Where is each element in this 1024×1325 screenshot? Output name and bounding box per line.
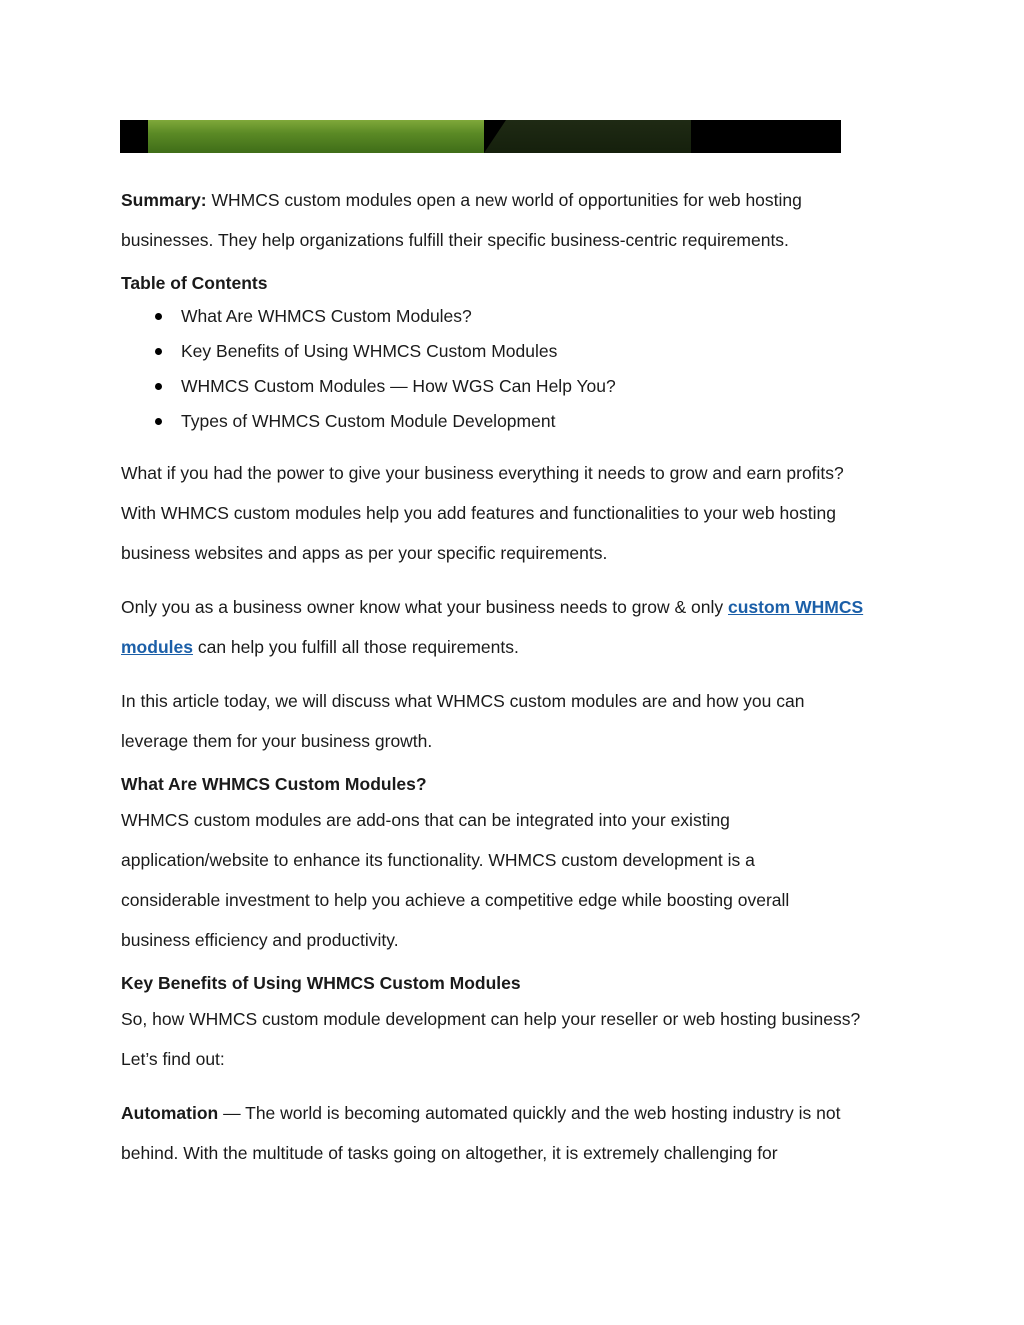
bullet-icon (155, 313, 162, 320)
section1-line4: business efficiency and productivity. (121, 930, 399, 950)
section2-line1: So, how WHMCS custom module development can help your reseller or web hosting business? (121, 1009, 861, 1029)
section-heading-key-benefits: Key Benefits of Using WHMCS Custom Modules (121, 973, 521, 993)
toc-item-label: Types of WHMCS Custom Module Development (181, 411, 556, 431)
toc-item[interactable] (121, 299, 911, 334)
header-banner-image (120, 120, 841, 153)
intro-p2-text: Only you as a business owner know what your business needs to grow & only (121, 597, 728, 617)
toc-item-label: What Are WHMCS Custom Modules? (181, 306, 472, 326)
toc-item[interactable] (121, 369, 911, 404)
summary-label: Summary: (121, 190, 207, 210)
toc-item-label: WHMCS Custom Modules — How WGS Can Help You? (181, 376, 616, 396)
automation-line2: behind. With the multitude of tasks going on altogether, it is extremely challenging for (121, 1143, 778, 1163)
custom-whmcs-modules-link-cont[interactable]: modules (121, 637, 193, 657)
toc-item[interactable] (121, 334, 911, 369)
summary-text-line1: WHMCS custom modules open a new world of opportunities for web hosting (206, 190, 802, 210)
toc-item[interactable] (121, 404, 911, 439)
intro-p2-line2 (121, 627, 911, 667)
document-body (121, 180, 911, 1173)
bullet-icon (155, 418, 162, 425)
section2-line2: Let’s find out: (121, 1049, 225, 1069)
automation-text: — The world is becoming automated quickly and the web hosting industry is not (218, 1103, 841, 1123)
section-heading-what-are: What Are WHMCS Custom Modules? (121, 774, 427, 794)
summary-text-line2: businesses. They help organizations fulfill their specific business-centric requirements. (121, 230, 789, 250)
automation-line1 (121, 1093, 911, 1133)
intro-p3-line1: In this article today, we will discuss what WHMCS custom modules are and how you can (121, 691, 805, 711)
bullet-icon (155, 383, 162, 390)
toc-list (121, 299, 911, 439)
toc-title: Table of Contents (121, 273, 268, 293)
section1-line1: WHMCS custom modules are add-ons that can be integrated into your existing (121, 810, 730, 830)
bullet-icon (155, 348, 162, 355)
banner-dark-segment (484, 120, 691, 153)
banner-green-segment (148, 120, 484, 153)
custom-whmcs-modules-link[interactable]: custom WHMCS (728, 597, 864, 617)
intro-p1-line2: With WHMCS custom modules help you add features and functionalities to your web hosting (121, 503, 836, 523)
section1-line3: considerable investment to help you achieve a competitive edge while boosting overall (121, 890, 790, 910)
toc-item-label: Key Benefits of Using WHMCS Custom Modules (181, 341, 558, 361)
intro-p3-line2: leverage them for your business growth. (121, 731, 433, 751)
intro-p1-line3: business websites and apps as per your specific requirements. (121, 543, 608, 563)
summary-paragraph (121, 180, 911, 220)
intro-p2-line1 (121, 587, 911, 627)
automation-label: Automation (121, 1103, 219, 1123)
intro-p1-line1: What if you had the power to give your business everything it needs to grow and earn profits? (121, 463, 844, 483)
intro-p2-after: can help you fulfill all those requirements. (192, 637, 519, 657)
section1-line2: application/website to enhance its functionality. WHMCS custom development is a (121, 850, 755, 870)
